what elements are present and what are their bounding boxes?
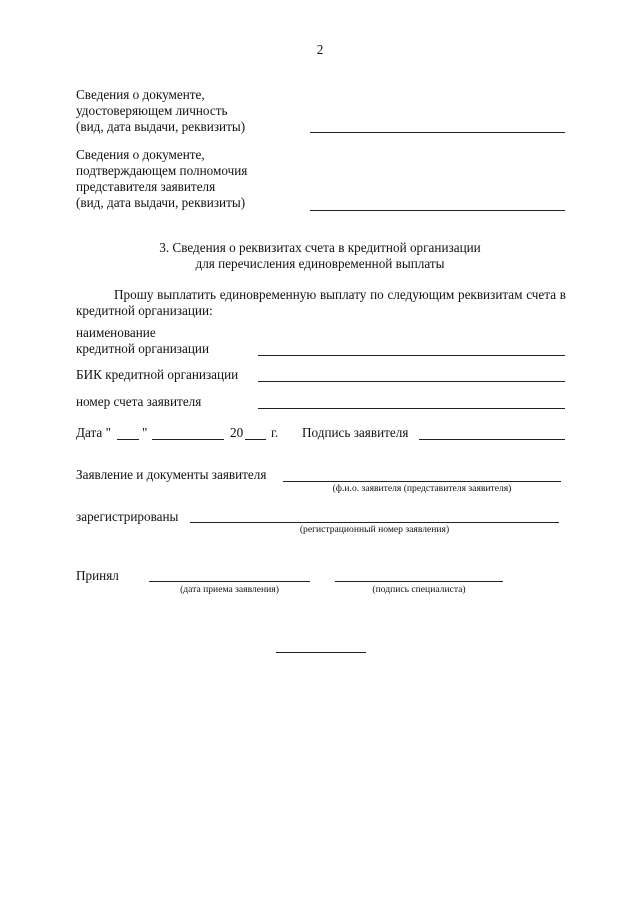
identity-doc-field[interactable] <box>310 132 565 133</box>
acceptance-date-field[interactable] <box>149 581 310 582</box>
date-year-prefix: 20 <box>230 425 244 440</box>
bik-label: БИК кредитной организации <box>76 367 239 382</box>
representative-doc-label-line-3: представителя заявителя <box>76 179 216 194</box>
specialist-signature-caption: (подпись специалиста) <box>372 584 466 595</box>
applicant-signature-field[interactable] <box>419 439 565 440</box>
bik-field[interactable] <box>258 381 565 382</box>
request-paragraph: Прошу выплатить единовременную выплату по следующим реквизитам счета в кредитной организации: <box>76 287 566 318</box>
representative-doc-label-line-2: подтверждающем полномочия <box>76 163 248 178</box>
date-month-field[interactable] <box>152 439 224 440</box>
identity-doc-label-line-3: (вид, дата выдачи, реквизиты) <box>76 119 246 134</box>
registered-label: зарегистрированы <box>76 509 179 524</box>
page-number: 2 <box>316 42 324 57</box>
account-field[interactable] <box>258 408 565 409</box>
specialist-signature-field[interactable] <box>335 581 503 582</box>
applicant-name-field[interactable] <box>283 481 561 482</box>
accepted-label: Принял <box>76 568 119 583</box>
date-year-suffix: г. <box>271 425 279 440</box>
closing-separator <box>276 652 366 653</box>
acceptance-date-caption: (дата приема заявления) <box>180 584 279 595</box>
identity-doc-label-line-2: удостоверяющем личность <box>76 103 228 118</box>
date-label: Дата " <box>76 425 111 440</box>
date-quote-close: " <box>142 425 148 440</box>
identity-doc-label-line-1: Сведения о документе, <box>76 87 205 102</box>
bank-name-label-line-1: наименование <box>76 325 156 340</box>
registration-number-field[interactable] <box>190 522 559 523</box>
bank-name-label-line-2: кредитной организации <box>76 341 210 356</box>
documents-label: Заявление и документы заявителя <box>76 467 267 482</box>
bank-name-field[interactable] <box>258 355 565 356</box>
representative-doc-label-line-4: (вид, дата выдачи, реквизиты) <box>76 195 246 210</box>
applicant-name-caption: (ф.и.о. заявителя (представителя заявителя) <box>332 483 512 494</box>
date-year-field[interactable] <box>245 439 266 440</box>
section-3-title-line-1: 3. Сведения о реквизитах счета в кредитной организации <box>159 240 481 255</box>
account-label: номер счета заявителя <box>76 394 202 409</box>
representative-doc-field[interactable] <box>310 210 565 211</box>
applicant-signature-label: Подпись заявителя <box>302 425 409 440</box>
representative-doc-label-line-1: Сведения о документе, <box>76 147 205 162</box>
section-3-title-line-2: для перечисления единовременной выплаты <box>195 256 445 271</box>
date-day-field[interactable] <box>117 439 139 440</box>
registration-number-caption: (регистрационный номер заявления) <box>299 524 450 535</box>
